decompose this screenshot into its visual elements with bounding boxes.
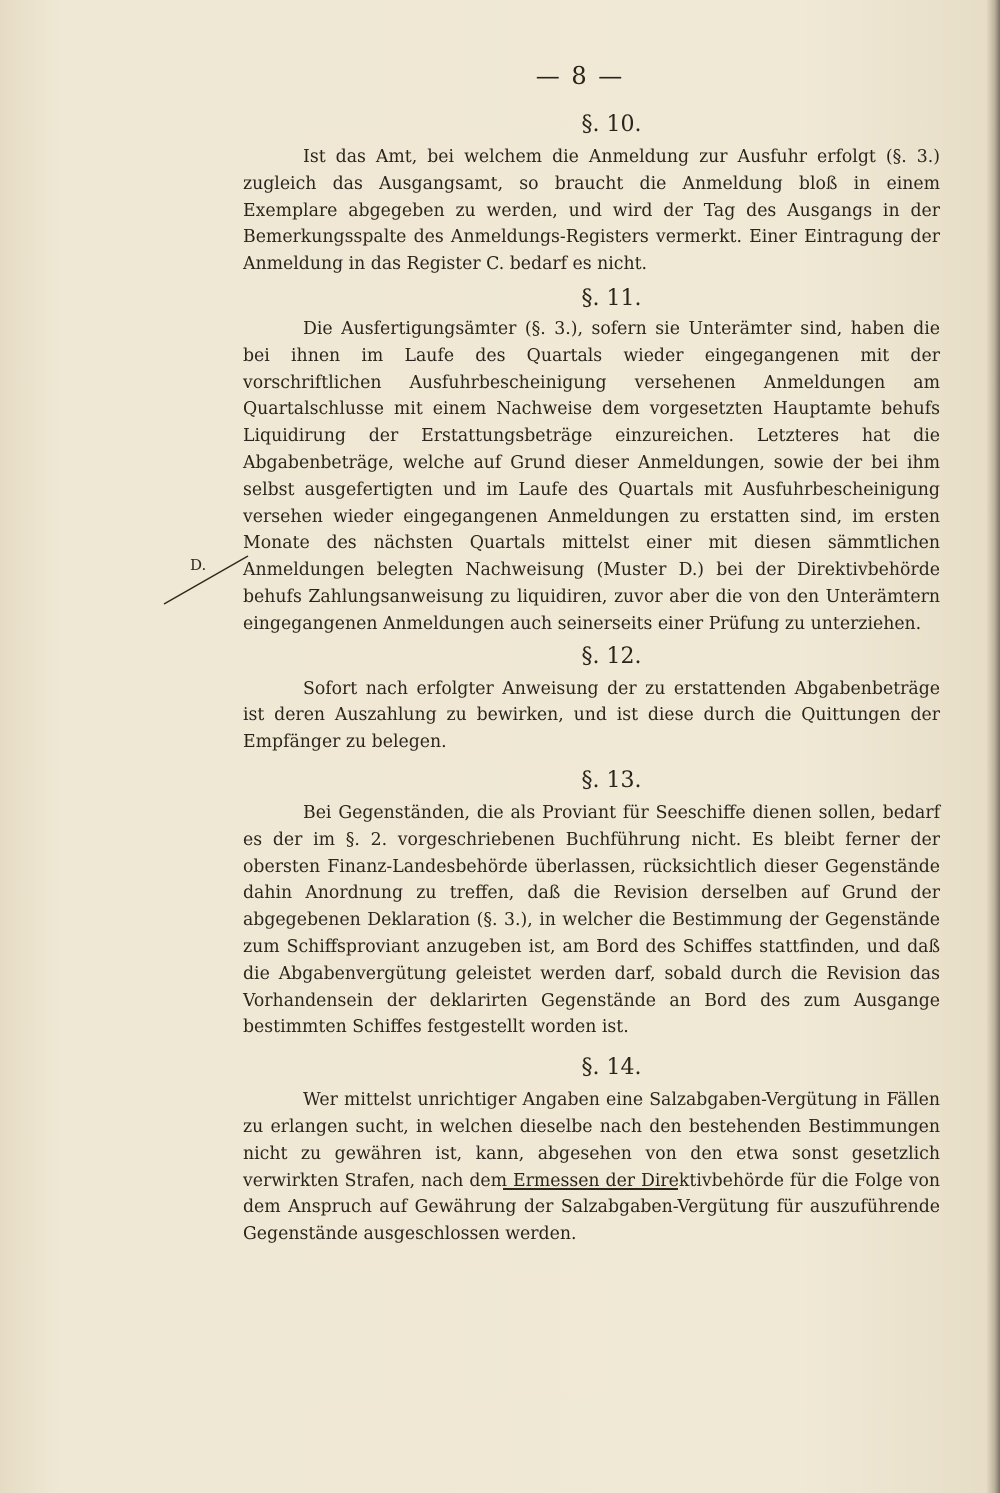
section-heading-14: §. 14.: [581, 1055, 642, 1081]
section-14-paragraph: Wer mittelst unrichtiger Angaben eine Salzabgaben-Vergütung in Fällen zu erlangen sucht, in welchen dieselbe nach den bestehenden Bestimmungen nicht zu gewähren ist, kann, abgesehen von den etwa sonst gesetzlich verwirkten Strafen, nach dem Ermessen der Direktivbehörde für die Folge von dem Anspruch auf Gewährung der Salzabgaben-Vergütung für auszuführende Gegenstände ausgeschlossen werden.: [243, 1090, 940, 1245]
section-heading-10: §. 10.: [581, 112, 642, 137]
section-heading-11: §. 11.: [581, 285, 642, 311]
page-number: — 8 —: [535, 62, 625, 90]
section-11-paragraph: Die Ausfertigungsämter (§. 3.), sofern sie Unterämter sind, haben die bei ihnen im Laufe des Quartals wieder eingegangenen mit der vorschriftlichen Ausfuhrbescheinigung versehenen Anmeldungen am Quartalschlusse mit einem Nachweise dem vorgesetzten Hauptamte behufs Liquidirung der Erstattungsbeträge einzureichen. Letzteres hat die Abgabenbeträge, welche auf Grund dieser Anmeldungen, sowie der bei ihm selbst ausgefertigten und im Laufe des Quartals mit Ausfuhrbescheinigung versehen wieder eingegangenen Anmeldungen zu erstatten sind, im ersten Monate des nächsten Quartals mittelst einer mit diesen sämmtlichen Anmeldungen belegten Nachweisung (Muster D.) bei der Direktivbehörde behufs Zahlungsanweisung zu liquidiren, zuvor aber die von den Unterämtern eingegangenen Anmeldungen auch seinerseits einer Prüfung zu unterziehen.: [243, 318, 940, 634]
section-heading-13: §. 13.: [581, 767, 642, 793]
margin-annotation-mark: [160, 548, 250, 608]
section-heading-12: §. 12.: [581, 643, 642, 669]
page-edge-shadow: [986, 0, 1000, 1493]
section-13-paragraph: Bei Gegenständen, die als Proviant für Seeschiffe dienen sollen, bedarf es der im §. 2. vorgeschriebenen Buchführung nicht. Es bleibt ferner der obersten Finanz-Landesbehörde überlassen, rücksichtlich dieser Gegenstände dahin Anordnung zu treffen, daß die Revision derselben auf Grund der abgegebenen Deklaration (§. 3.), in welcher die Bestimmung der Gegenstände zum Schiffsproviant anzugeben ist, am Bord des Schiffes stattfinden, und daß die Abgabenvergütung geleistet werden darf, sobald durch die Revision das Vorhandensein der deklarirten Gegenstände an Bord des zum Ausgange bestimmten Schiffes festgestellt worden ist.: [243, 802, 940, 1038]
footer-rule: [503, 1188, 678, 1190]
section-10-paragraph: Ist das Amt, bei welchem die Anmeldung zur Ausfuhr erfolgt (§. 3.) zugleich das Ausgangsamt, so braucht die Anmeldung bloß in einem Exemplare abgegeben zu werden, und wird der Tag des Ausgangs in der Bemerkungsspalte des Anmeldungs-Registers vermerkt. Einer Eintragung der Anmeldung in das Register C. bedarf es nicht.: [243, 147, 940, 275]
document-body: [243, 110, 940, 1248]
margin-annotation-text: D.: [190, 556, 207, 574]
section-12-paragraph: Sofort nach erfolgter Anweisung der zu erstattenden Abgabenbeträge ist deren Auszahlung zu bewirken, und ist diese durch die Quittungen der Empfänger zu belegen.: [243, 678, 940, 753]
